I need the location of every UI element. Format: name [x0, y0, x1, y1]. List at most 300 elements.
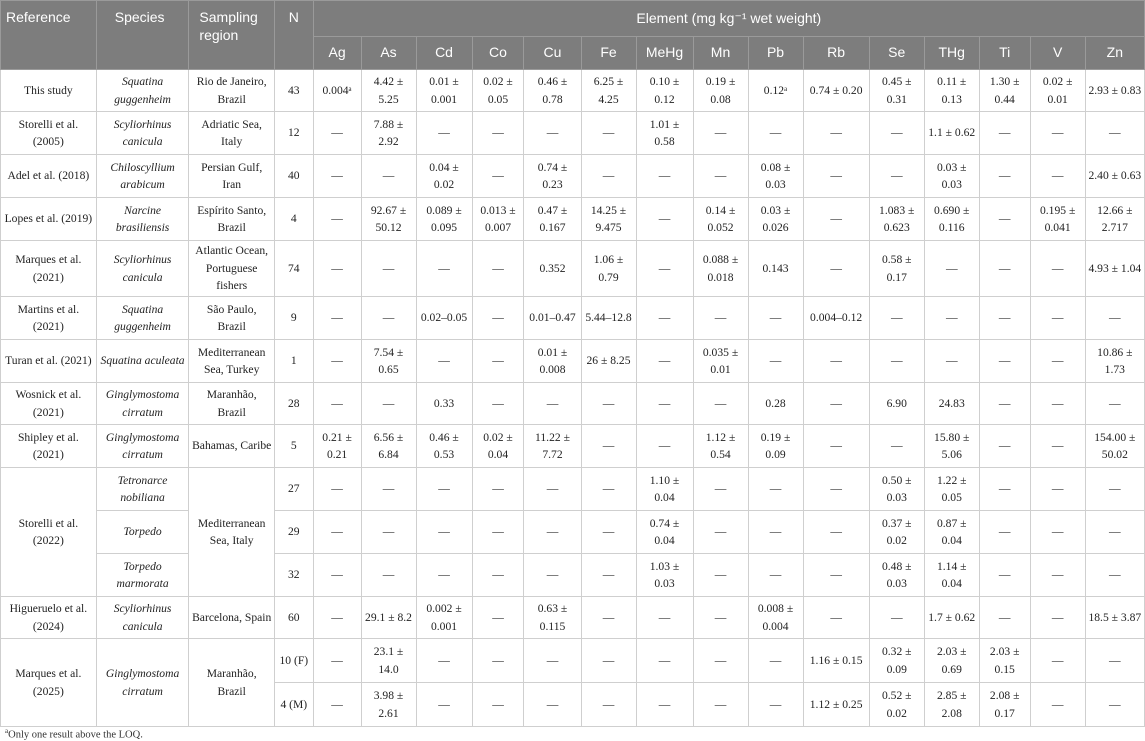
value-cell-ti: 2.08 ± 0.17	[979, 683, 1030, 727]
value-cell-rb: —	[803, 383, 869, 425]
value-cell-ag: —	[313, 554, 361, 597]
value-cell-pb: —	[748, 297, 803, 340]
value-cell-co: —	[472, 112, 524, 155]
value-cell-ag: —	[313, 241, 361, 297]
value-cell-cd: —	[416, 468, 472, 511]
value-cell-thg: 24.83	[924, 383, 979, 425]
table-row	[1, 70, 1145, 112]
value-cell-as: —	[361, 511, 416, 554]
value-cell-fe: —	[581, 383, 636, 425]
n-cell: 29	[274, 511, 313, 554]
value-cell-co: —	[472, 683, 524, 727]
table-row	[1, 639, 1145, 683]
value-cell-se: 0.50 ± 0.03	[869, 468, 924, 511]
value-cell-mehg: —	[636, 639, 693, 683]
sampling-region-cell: Mediterranean Sea, Turkey	[189, 340, 275, 383]
value-cell-fe: —	[581, 112, 636, 155]
value-cell-as: 23.1 ± 14.0	[361, 639, 416, 683]
value-cell-cu: 0.63 ± 0.115	[524, 597, 581, 639]
value-cell-ti: —	[979, 297, 1030, 340]
value-cell-fe: 1.06 ± 0.79	[581, 241, 636, 297]
value-cell-cu: —	[524, 554, 581, 597]
value-cell-cd: —	[416, 554, 472, 597]
value-cell-v: —	[1030, 383, 1085, 425]
value-cell-fe: —	[581, 468, 636, 511]
value-cell-pb: 0.143	[748, 241, 803, 297]
n-cell: 10 (F)	[274, 639, 313, 683]
value-cell-cu: —	[524, 383, 581, 425]
sampling-region-cell: Rio de Janeiro, Brazil	[189, 70, 275, 112]
value-cell-mn: —	[693, 468, 748, 511]
value-cell-co: 0.02 ± 0.04	[472, 425, 524, 468]
value-cell-co: —	[472, 511, 524, 554]
value-cell-pb: —	[748, 468, 803, 511]
value-cell-ag: —	[313, 468, 361, 511]
table-row	[1, 297, 1145, 340]
value-cell-thg: 1.22 ± 0.05	[924, 468, 979, 511]
value-cell-pb: —	[748, 683, 803, 727]
value-cell-v: —	[1030, 112, 1085, 155]
value-cell-zn: 4.93 ± 1.04	[1085, 241, 1144, 297]
n-cell: 5	[274, 425, 313, 468]
reference-cell: Storelli et al. (2022)	[1, 468, 97, 597]
value-cell-fe: —	[581, 597, 636, 639]
reference-cell: Storelli et al. (2005)	[1, 112, 97, 155]
value-cell-mn: —	[693, 297, 748, 340]
value-cell-zn: —	[1085, 511, 1144, 554]
value-cell-cd: —	[416, 511, 472, 554]
sampling-region-cell: Mediterranean Sea, Italy	[189, 468, 275, 597]
value-cell-ti: —	[979, 425, 1030, 468]
value-cell-thg: —	[924, 241, 979, 297]
sampling-region-cell: Bahamas, Caribe	[189, 425, 275, 468]
value-cell-ag: —	[313, 383, 361, 425]
species-cell: Squatina guggenheim	[96, 70, 189, 112]
n-cell: 27	[274, 468, 313, 511]
value-cell-pb: 0.19 ± 0.09	[748, 425, 803, 468]
footnote-text: Only one result above the LOQ.	[8, 729, 143, 741]
n-cell: 4	[274, 198, 313, 241]
value-cell-rb: —	[803, 198, 869, 241]
n-cell: 40	[274, 155, 313, 198]
value-cell-cu: 0.01 ± 0.008	[524, 340, 581, 383]
value-cell-ti: —	[979, 511, 1030, 554]
value-cell-fe: —	[581, 155, 636, 198]
value-cell-cu: 0.74 ± 0.23	[524, 155, 581, 198]
value-cell-v: —	[1030, 554, 1085, 597]
reference-cell: Martins et al. (2021)	[1, 297, 97, 340]
value-cell-zn: —	[1085, 383, 1144, 425]
value-cell-cd: 0.46 ± 0.53	[416, 425, 472, 468]
n-cell: 1	[274, 340, 313, 383]
sampling-region-cell: Maranhão, Brazil	[189, 639, 275, 727]
value-cell-rb: —	[803, 511, 869, 554]
value-cell-zn: —	[1085, 639, 1144, 683]
value-cell-se: 0.58 ± 0.17	[869, 241, 924, 297]
n-cell: 4 (M)	[274, 683, 313, 727]
value-cell-mehg: 0.10 ± 0.12	[636, 70, 693, 112]
value-cell-se: 1.083 ± 0.623	[869, 198, 924, 241]
value-cell-as: —	[361, 383, 416, 425]
value-cell-se: 0.52 ± 0.02	[869, 683, 924, 727]
n-cell: 43	[274, 70, 313, 112]
header-element-mehg: MeHg	[636, 37, 693, 70]
header-element-rb: Rb	[803, 37, 869, 70]
sampling-region-cell: Persian Gulf, Iran	[189, 155, 275, 198]
value-cell-thg: 2.03 ± 0.69	[924, 639, 979, 683]
value-cell-mehg: 0.74 ± 0.04	[636, 511, 693, 554]
value-cell-thg: —	[924, 297, 979, 340]
value-cell-rb: 0.004–0.12	[803, 297, 869, 340]
value-cell-se: 0.32 ± 0.09	[869, 639, 924, 683]
value-cell-pb: —	[748, 112, 803, 155]
header-element-thg: THg	[924, 37, 979, 70]
value-cell-ti: —	[979, 112, 1030, 155]
species-cell: Ginglymostoma cirratum	[96, 383, 189, 425]
value-cell-se: —	[869, 340, 924, 383]
value-cell-zn: 18.5 ± 3.87	[1085, 597, 1144, 639]
species-cell: Ginglymostoma cirratum	[96, 639, 189, 727]
value-cell-cd: —	[416, 683, 472, 727]
value-cell-rb: —	[803, 597, 869, 639]
n-cell: 9	[274, 297, 313, 340]
value-cell-cd: 0.089 ± 0.095	[416, 198, 472, 241]
value-cell-zn: 12.66 ± 2.717	[1085, 198, 1144, 241]
value-cell-mn: 0.035 ± 0.01	[693, 340, 748, 383]
value-cell-fe: 14.25 ± 9.475	[581, 198, 636, 241]
value-cell-as: —	[361, 468, 416, 511]
value-cell-cd: —	[416, 639, 472, 683]
value-cell-as: 7.54 ± 0.65	[361, 340, 416, 383]
header-element-se: Se	[869, 37, 924, 70]
header-element-co: Co	[472, 37, 524, 70]
value-cell-zn: 2.40 ± 0.63	[1085, 155, 1144, 198]
value-cell-ti: 1.30 ± 0.44	[979, 70, 1030, 112]
value-cell-v: —	[1030, 468, 1085, 511]
table-row	[1, 198, 1145, 241]
value-cell-mn: 0.14 ± 0.052	[693, 198, 748, 241]
species-cell: Scyliorhinus canicula	[96, 112, 189, 155]
value-cell-zn: —	[1085, 683, 1144, 727]
value-cell-rb: —	[803, 340, 869, 383]
value-cell-co: —	[472, 155, 524, 198]
table-row	[1, 383, 1145, 425]
reference-cell: Marques et al. (2021)	[1, 241, 97, 297]
header-element-pb: Pb	[748, 37, 803, 70]
value-cell-as: 92.67 ± 50.12	[361, 198, 416, 241]
value-cell-as: —	[361, 554, 416, 597]
value-cell-rb: —	[803, 241, 869, 297]
species-cell: Scyliorhinus canicula	[96, 597, 189, 639]
value-cell-ti: —	[979, 198, 1030, 241]
value-cell-co: 0.02 ± 0.05	[472, 70, 524, 112]
value-cell-se: —	[869, 425, 924, 468]
value-cell-cd: 0.33	[416, 383, 472, 425]
reference-cell: Turan et al. (2021)	[1, 340, 97, 383]
value-cell-fe: —	[581, 511, 636, 554]
value-cell-cd: 0.01 ± 0.001	[416, 70, 472, 112]
value-cell-se: 6.90	[869, 383, 924, 425]
value-cell-rb: —	[803, 468, 869, 511]
value-cell-cu: 0.46 ± 0.78	[524, 70, 581, 112]
value-cell-thg: 0.87 ± 0.04	[924, 511, 979, 554]
value-cell-mn: —	[693, 554, 748, 597]
value-cell-mn: 1.12 ± 0.54	[693, 425, 748, 468]
reference-cell: Shipley et al. (2021)	[1, 425, 97, 468]
value-cell-pb: 0.28	[748, 383, 803, 425]
value-cell-ag: —	[313, 597, 361, 639]
value-cell-fe: 5.44–12.8	[581, 297, 636, 340]
value-cell-cu: —	[524, 639, 581, 683]
value-cell-zn: —	[1085, 112, 1144, 155]
sampling-region-cell: Barcelona, Spain	[189, 597, 275, 639]
value-cell-mn: —	[693, 597, 748, 639]
value-cell-as: —	[361, 297, 416, 340]
value-cell-mehg: —	[636, 383, 693, 425]
value-cell-mehg: 1.03 ± 0.03	[636, 554, 693, 597]
table-row	[1, 425, 1145, 468]
value-cell-ti: —	[979, 468, 1030, 511]
value-cell-v: —	[1030, 155, 1085, 198]
species-cell: Scyliorhinus canicula	[96, 241, 189, 297]
value-cell-ti: —	[979, 155, 1030, 198]
value-cell-co: —	[472, 468, 524, 511]
value-cell-se: —	[869, 112, 924, 155]
header-element-zn: Zn	[1085, 37, 1144, 70]
value-cell-se: 0.37 ± 0.02	[869, 511, 924, 554]
value-cell-ti: —	[979, 383, 1030, 425]
header-n: N	[274, 1, 313, 70]
table-row	[1, 241, 1145, 297]
value-cell-thg: 0.690 ± 0.116	[924, 198, 979, 241]
header-element-cd: Cd	[416, 37, 472, 70]
value-cell-rb: —	[803, 425, 869, 468]
species-cell: Tetronarce nobiliana	[96, 468, 189, 511]
value-cell-v: —	[1030, 425, 1085, 468]
reference-cell: Marques et al. (2025)	[1, 639, 97, 727]
table-row	[1, 340, 1145, 383]
species-cell: Squatina aculeata	[96, 340, 189, 383]
species-cell: Ginglymostoma cirratum	[96, 425, 189, 468]
value-cell-cu: 0.47 ± 0.167	[524, 198, 581, 241]
value-cell-pb: 0.08 ± 0.03	[748, 155, 803, 198]
value-cell-v: —	[1030, 297, 1085, 340]
value-cell-thg: 1.1 ± 0.62	[924, 112, 979, 155]
header-element-cu: Cu	[524, 37, 581, 70]
value-cell-mehg: 1.01 ± 0.58	[636, 112, 693, 155]
value-cell-ag: —	[313, 112, 361, 155]
value-cell-se: 0.48 ± 0.03	[869, 554, 924, 597]
value-cell-mn: 0.088 ± 0.018	[693, 241, 748, 297]
table-row	[1, 597, 1145, 639]
footnote	[5, 727, 143, 741]
value-cell-fe: —	[581, 554, 636, 597]
value-cell-ag: —	[313, 297, 361, 340]
value-cell-thg: 15.80 ± 5.06	[924, 425, 979, 468]
value-cell-v: —	[1030, 683, 1085, 727]
sampling-region-cell: Atlantic Ocean, Portuguese fishers	[189, 241, 275, 297]
value-cell-as: —	[361, 155, 416, 198]
value-cell-mn: —	[693, 683, 748, 727]
reference-cell: Higueruelo et al. (2024)	[1, 597, 97, 639]
n-cell: 74	[274, 241, 313, 297]
value-cell-co: —	[472, 383, 524, 425]
value-cell-fe: —	[581, 425, 636, 468]
table-row	[1, 511, 1145, 554]
value-cell-mn: —	[693, 511, 748, 554]
value-cell-co: —	[472, 297, 524, 340]
header-element-as: As	[361, 37, 416, 70]
value-cell-pb: —	[748, 639, 803, 683]
value-cell-rb: 0.74 ± 0.20	[803, 70, 869, 112]
n-cell: 32	[274, 554, 313, 597]
value-cell-mehg: —	[636, 683, 693, 727]
header-element-group: Element (mg kg⁻¹ wet weight)	[313, 1, 1144, 37]
value-cell-ag: 0.21 ± 0.21	[313, 425, 361, 468]
reference-cell: Lopes et al. (2019)	[1, 198, 97, 241]
value-cell-v: —	[1030, 511, 1085, 554]
value-cell-v: 0.195 ± 0.041	[1030, 198, 1085, 241]
value-cell-as: 4.42 ± 5.25	[361, 70, 416, 112]
value-cell-cd: 0.04 ± 0.02	[416, 155, 472, 198]
value-cell-pb: 0.008 ± 0.004	[748, 597, 803, 639]
value-cell-mehg: —	[636, 340, 693, 383]
value-cell-v: —	[1030, 597, 1085, 639]
value-cell-zn: —	[1085, 554, 1144, 597]
value-cell-v: —	[1030, 639, 1085, 683]
value-cell-cd: —	[416, 340, 472, 383]
value-cell-mn: —	[693, 639, 748, 683]
species-cell: Torpedo	[96, 511, 189, 554]
value-cell-mehg: —	[636, 425, 693, 468]
value-cell-thg: 1.14 ± 0.04	[924, 554, 979, 597]
value-cell-zn: —	[1085, 297, 1144, 340]
value-cell-v: —	[1030, 340, 1085, 383]
value-cell-cu: —	[524, 511, 581, 554]
value-cell-fe: —	[581, 683, 636, 727]
value-cell-se: —	[869, 297, 924, 340]
value-cell-ag: —	[313, 340, 361, 383]
value-cell-cu: —	[524, 683, 581, 727]
header-element-mn: Mn	[693, 37, 748, 70]
value-cell-as: 29.1 ± 8.2	[361, 597, 416, 639]
value-cell-as: 3.98 ± 2.61	[361, 683, 416, 727]
species-cell: Chiloscyllium arabicum	[96, 155, 189, 198]
sampling-region-cell: Espírito Santo, Brazil	[189, 198, 275, 241]
value-cell-rb: 1.16 ± 0.15	[803, 639, 869, 683]
value-cell-cu: 0.01–0.47	[524, 297, 581, 340]
value-cell-ti: —	[979, 597, 1030, 639]
value-cell-mn: —	[693, 112, 748, 155]
value-cell-zn: —	[1085, 468, 1144, 511]
value-cell-se: 0.45 ± 0.31	[869, 70, 924, 112]
n-cell: 60	[274, 597, 313, 639]
value-cell-mehg: —	[636, 297, 693, 340]
table-row	[1, 155, 1145, 198]
header-element-ti: Ti	[979, 37, 1030, 70]
value-cell-se: —	[869, 597, 924, 639]
value-cell-co: —	[472, 241, 524, 297]
value-cell-thg: 1.7 ± 0.62	[924, 597, 979, 639]
sampling-region-cell: Adriatic Sea, Italy	[189, 112, 275, 155]
value-cell-ti: —	[979, 340, 1030, 383]
value-cell-cd: 0.02–0.05	[416, 297, 472, 340]
value-cell-ti: 2.03 ± 0.15	[979, 639, 1030, 683]
header-sampling-region: Sampling region	[189, 1, 275, 70]
value-cell-ag: —	[313, 511, 361, 554]
species-cell: Squatina guggenheim	[96, 297, 189, 340]
value-cell-mehg: —	[636, 155, 693, 198]
value-cell-cd: —	[416, 241, 472, 297]
value-cell-thg: 2.85 ± 2.08	[924, 683, 979, 727]
value-cell-pb: 0.12ᵃ	[748, 70, 803, 112]
reference-cell: Wosnick et al. (2021)	[1, 383, 97, 425]
value-cell-mehg: 1.10 ± 0.04	[636, 468, 693, 511]
reference-cell: Adel et al. (2018)	[1, 155, 97, 198]
value-cell-ti: —	[979, 554, 1030, 597]
value-cell-rb: —	[803, 554, 869, 597]
value-cell-fe: —	[581, 639, 636, 683]
value-cell-cu: 11.22 ± 7.72	[524, 425, 581, 468]
header-element-fe: Fe	[581, 37, 636, 70]
value-cell-ag: —	[313, 198, 361, 241]
value-cell-zn: 154.00 ± 50.02	[1085, 425, 1144, 468]
n-cell: 28	[274, 383, 313, 425]
value-cell-cu: 0.352	[524, 241, 581, 297]
value-cell-mn: —	[693, 155, 748, 198]
value-cell-mehg: —	[636, 198, 693, 241]
value-cell-fe: 6.25 ± 4.25	[581, 70, 636, 112]
value-cell-pb: —	[748, 340, 803, 383]
value-cell-cu: —	[524, 112, 581, 155]
value-cell-cd: 0.002 ± 0.001	[416, 597, 472, 639]
value-cell-co: 0.013 ± 0.007	[472, 198, 524, 241]
header-element-v: V	[1030, 37, 1085, 70]
value-cell-pb: —	[748, 554, 803, 597]
value-cell-cu: —	[524, 468, 581, 511]
value-cell-pb: —	[748, 511, 803, 554]
value-cell-fe: 26 ± 8.25	[581, 340, 636, 383]
value-cell-co: —	[472, 554, 524, 597]
value-cell-mn: —	[693, 383, 748, 425]
value-cell-ag: —	[313, 683, 361, 727]
reference-cell: This study	[1, 70, 97, 112]
value-cell-rb: —	[803, 155, 869, 198]
value-cell-thg: 0.03 ± 0.03	[924, 155, 979, 198]
value-cell-thg: —	[924, 340, 979, 383]
sampling-region-cell: Maranhão, Brazil	[189, 383, 275, 425]
header-reference: Reference	[1, 1, 97, 70]
value-cell-co: —	[472, 597, 524, 639]
value-cell-thg: 0.11 ± 0.13	[924, 70, 979, 112]
value-cell-as: —	[361, 241, 416, 297]
value-cell-v: —	[1030, 241, 1085, 297]
table-row	[1, 468, 1145, 511]
value-cell-zn: 10.86 ± 1.73	[1085, 340, 1144, 383]
value-cell-mehg: —	[636, 241, 693, 297]
value-cell-se: —	[869, 155, 924, 198]
value-cell-ag: 0.004ᵃ	[313, 70, 361, 112]
value-cell-mehg: —	[636, 597, 693, 639]
header-species: Species	[96, 1, 189, 70]
footnote-marker: a	[5, 727, 9, 735]
value-cell-rb: —	[803, 112, 869, 155]
n-cell: 12	[274, 112, 313, 155]
header-element-ag: Ag	[313, 37, 361, 70]
value-cell-as: 7.88 ± 2.92	[361, 112, 416, 155]
value-cell-as: 6.56 ± 6.84	[361, 425, 416, 468]
species-cell: Narcine brasiliensis	[96, 198, 189, 241]
